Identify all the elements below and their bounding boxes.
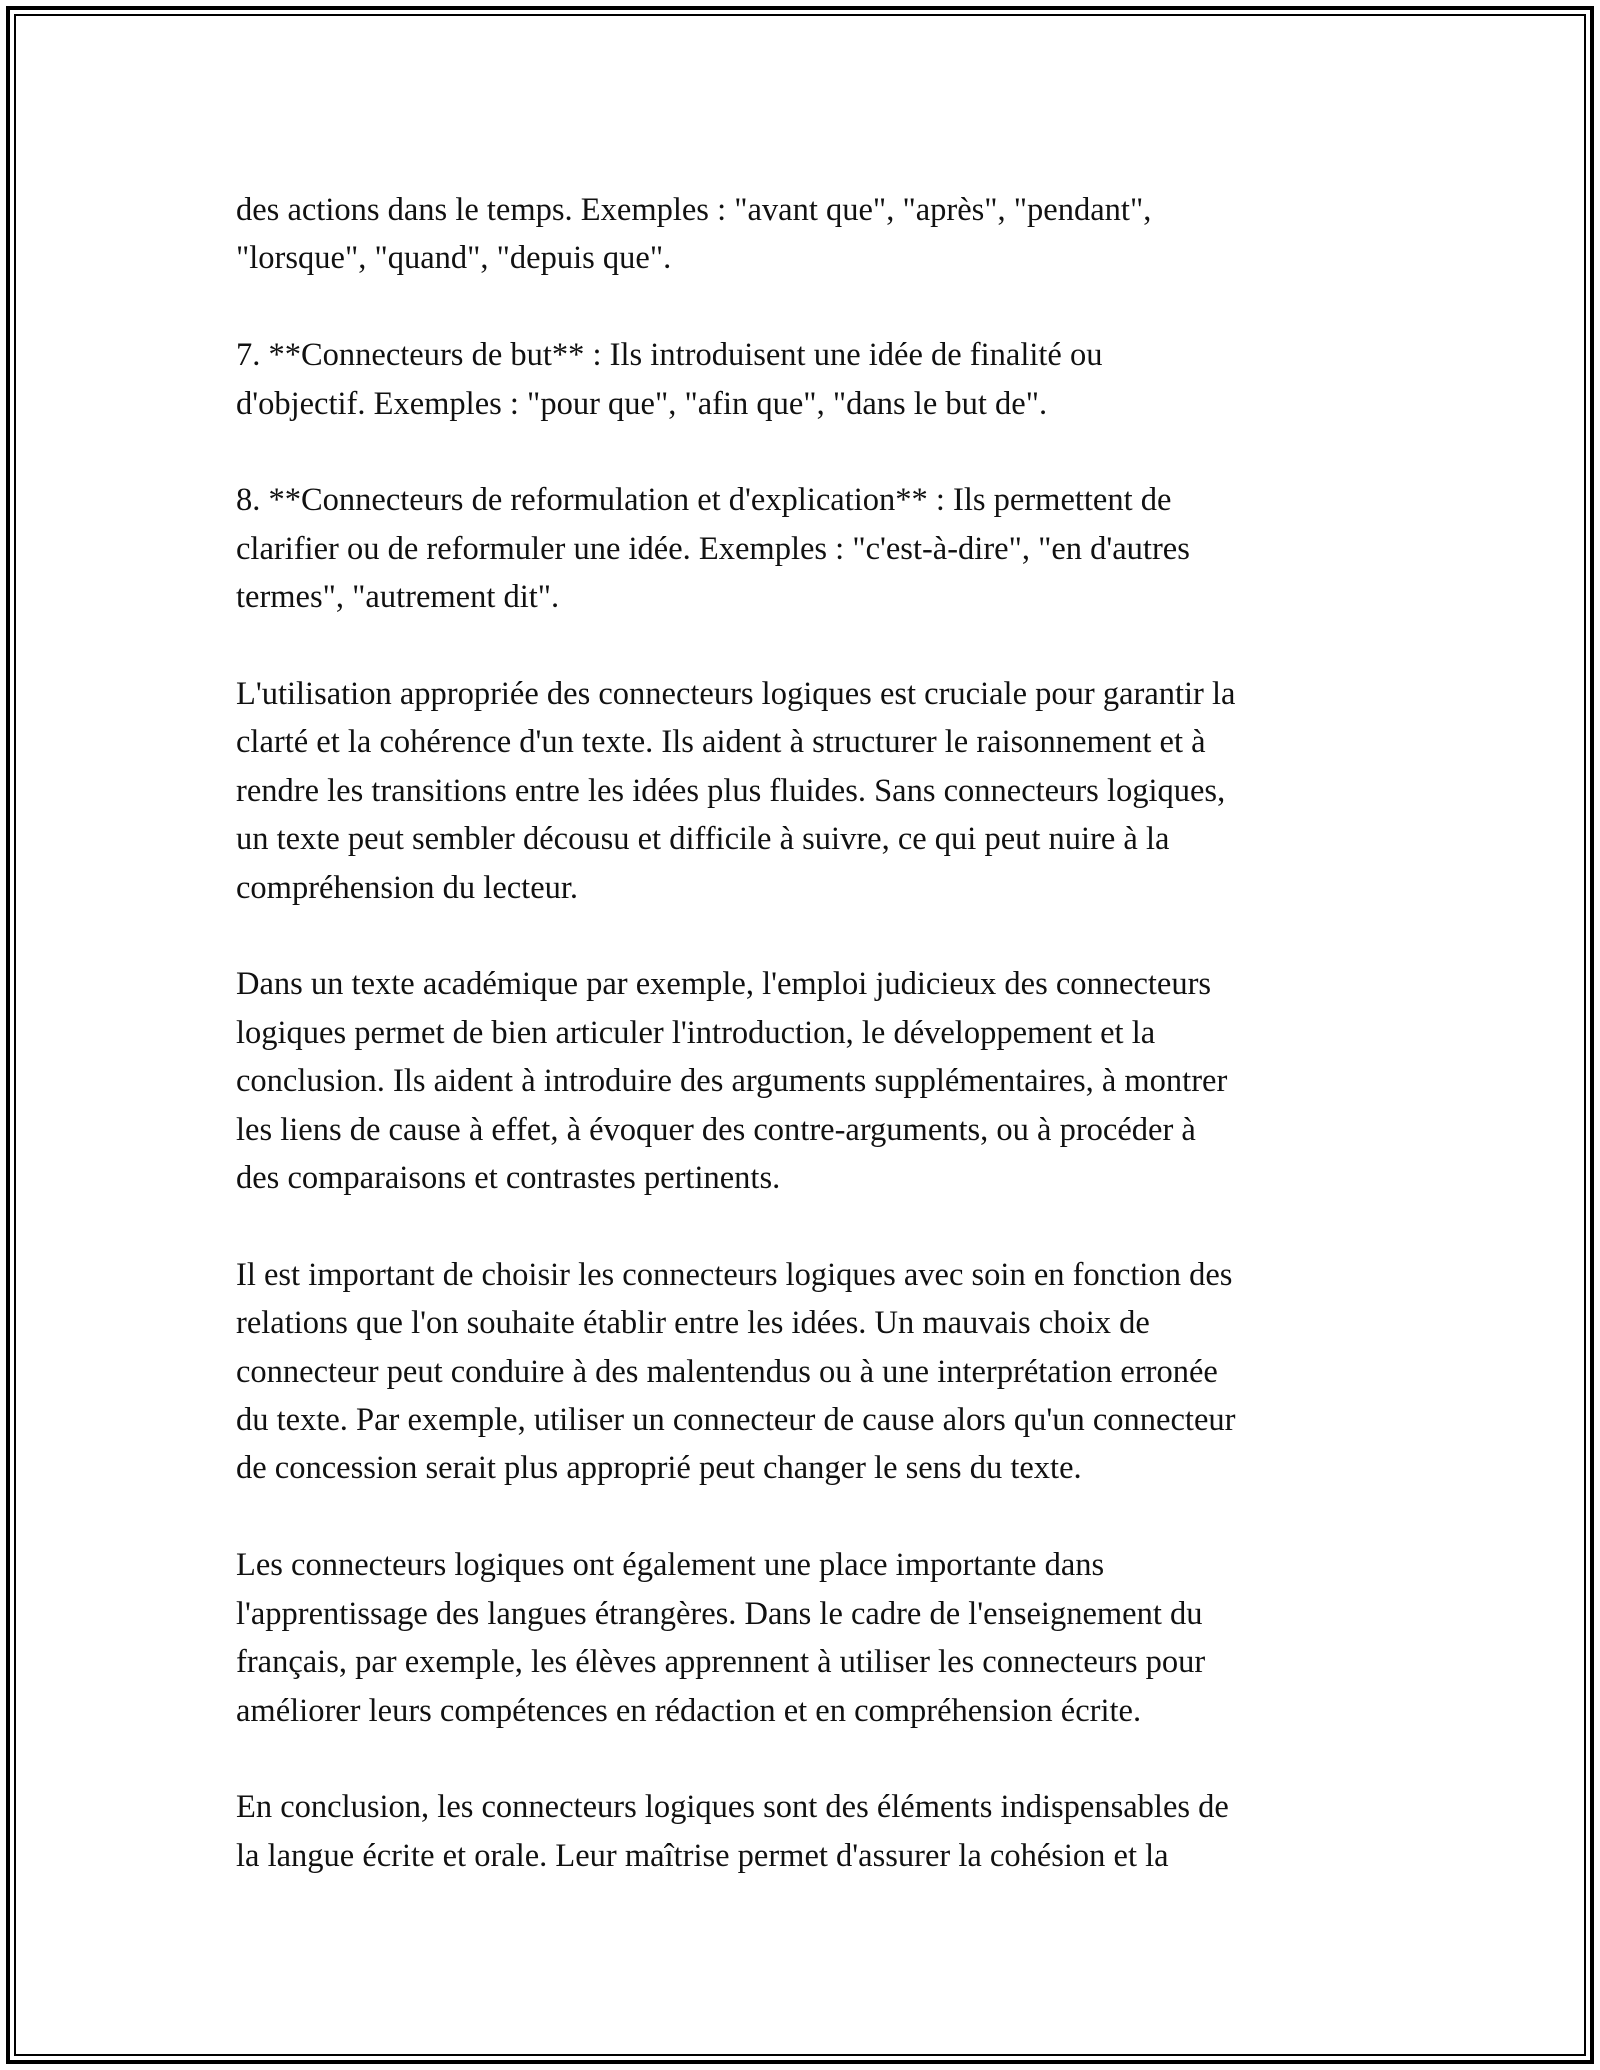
paragraph-choosing-connectors: Il est important de choisir les connecteurs logiques avec soin en fonction des relations que l'on souhaite établir entre les idées. Un mauvais choix de connecteur peut conduire à des malentendus ou à une interprétation erronée du texte. Par exemple, utiliser un connecteur de cause alors qu'un connecteur de concession serait plus approprié peut changer le sens du texte. [236, 1256, 1236, 1487]
document-body [236, 186, 1386, 1929]
paragraph-purpose-connectors: 7. **Connecteurs de but** : Ils introduisent une idée de finalité ou d'objectif. Exemples : "pour que", "afin que", "dans le but de". [236, 337, 1103, 422]
paragraph-appropriate-use: L'utilisation appropriée des connecteurs logiques est cruciale pour garantir la clarté et la cohérence d'un texte. Ils aident à structurer le raisonnement et à rendre les transitions entre les idées plus fluides. Sans connecteurs logiques, un texte peut sembler décousu et difficile à suivre, ce qui peut nuire à la compréhension du lecteur. [236, 676, 1236, 906]
paragraph-reformulation-connectors: 8. **Connecteurs de reformulation et d'explication** : Ils permettent de clarifier ou de reformuler une idée. Exemples : "c'est-à-dire", "en d'autres termes", "autrement dit". [236, 482, 1190, 616]
paragraph-academic-text: Dans un texte académique par exemple, l'emploi judicieux des connecteurs logiques permet de bien articuler l'introduction, le développement et la conclusion. Ils aident à introduire des arguments supplémentaires, à montrer les liens de cause à effet, à évoquer des contre-arguments, ou à procéder à des comparaisons et contrastes pertinents. [236, 966, 1228, 1197]
paragraph-temporal-connectors-end: des actions dans le temps. Exemples : "avant que", "après", "pendant", "lorsque", "quand", "depuis que". [236, 192, 1152, 277]
paragraph-conclusion: En conclusion, les connecteurs logiques sont des éléments indispensables de la langue écrite et orale. Leur maîtrise permet d'assurer la cohésion et la [236, 1789, 1229, 1874]
paragraph-language-learning: Les connecteurs logiques ont également une place importante dans l'apprentissage des langues étrangères. Dans le cadre de l'enseignement du français, par exemple, les élèves apprennent à utiliser les connecteurs pour améliorer leurs compétences en rédaction et en compréhension écrite. [236, 1547, 1206, 1729]
